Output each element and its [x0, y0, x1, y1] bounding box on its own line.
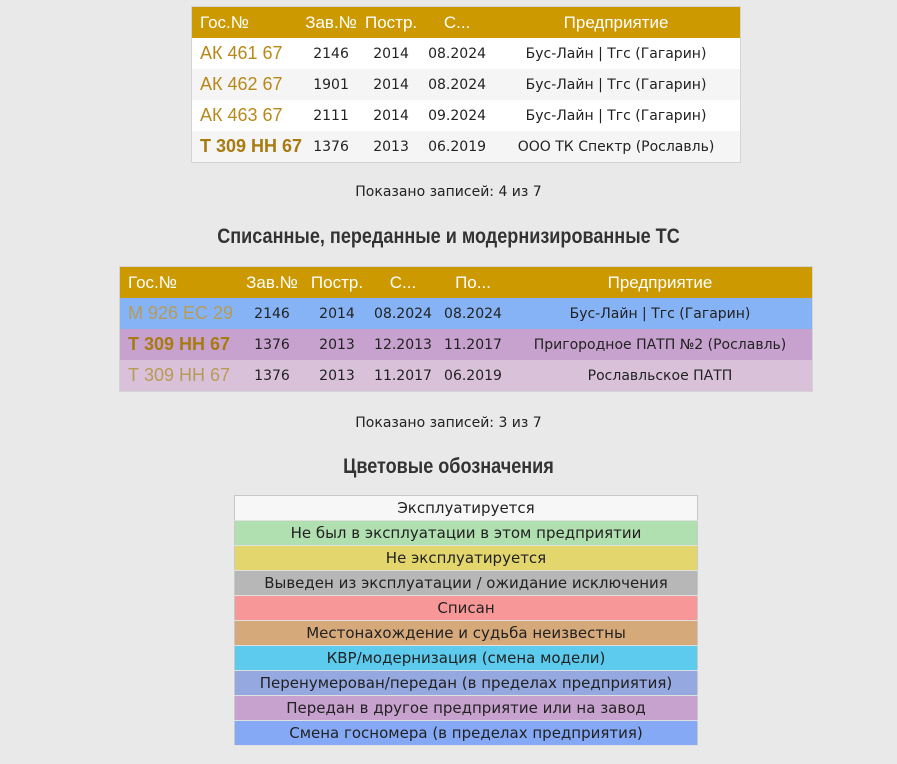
column-header-plate[interactable]: Гос.№	[120, 267, 239, 299]
column-header-company[interactable]: Предприятие	[508, 267, 813, 299]
section-title-retired: Списанные, переданные и модернизированные ТС	[217, 225, 680, 248]
table-row	[192, 38, 741, 69]
legend-item-label: Выведен из эксплуатации / ожидание исключения	[235, 571, 698, 596]
since-date: 08.2024	[428, 45, 487, 62]
factory-number: 1376	[313, 138, 349, 155]
plate-link[interactable]: М 926 ЕС 29	[128, 303, 234, 323]
plate-link[interactable]: Т 309 НН 67	[128, 334, 231, 354]
column-header-until[interactable]: По...	[438, 267, 508, 299]
company-name: Пригородное ПАТП №2 (Рославль)	[533, 336, 787, 353]
factory-number: 2146	[313, 45, 349, 62]
built-year: 2013	[373, 138, 409, 155]
factory-number: 1901	[313, 76, 349, 93]
table-row	[120, 298, 813, 329]
until-date: 06.2019	[444, 367, 502, 384]
legend-item	[235, 696, 698, 721]
since-date: 11.2017	[374, 367, 432, 384]
plate-link[interactable]: АК 462 67	[200, 74, 283, 94]
plate-link[interactable]: АК 463 67	[200, 105, 283, 125]
legend-item-label: Эксплуатируется	[235, 496, 698, 521]
column-header-factory-number[interactable]: Зав.№	[238, 267, 306, 299]
company-name: Бус-Лайн | Тгс (Гагарин)	[525, 76, 707, 93]
legend-title: Цветовые обозначения	[343, 455, 554, 478]
legend-item	[235, 671, 698, 696]
table-row	[120, 329, 813, 360]
column-header-plate[interactable]: Гос.№	[192, 7, 303, 39]
built-year: 2014	[373, 107, 409, 124]
plate-link[interactable]: Т 309 НН 67	[200, 136, 303, 156]
column-header-built[interactable]: Постр.	[360, 7, 422, 39]
factory-number: 2111	[313, 107, 349, 124]
legend-item	[235, 521, 698, 546]
company-name: ООО ТК Спектр (Рославль)	[517, 138, 715, 155]
legend-item	[235, 621, 698, 646]
legend-item	[235, 571, 698, 596]
color-legend	[234, 495, 698, 746]
table-row	[192, 131, 741, 163]
table2-record-count: Показано записей: 3 из 7	[355, 415, 542, 431]
built-year: 2013	[319, 367, 355, 384]
factory-number: 2146	[254, 305, 290, 322]
until-date: 08.2024	[444, 305, 502, 322]
legend-item-label: Списан	[235, 596, 698, 621]
column-header-factory-number[interactable]: Зав.№	[302, 7, 360, 39]
table-row	[192, 69, 741, 100]
legend-item-label: Передан в другое предприятие или на завод	[235, 696, 698, 721]
since-date: 08.2024	[428, 76, 487, 93]
legend-item	[235, 546, 698, 571]
built-year: 2013	[319, 336, 355, 353]
table1-record-count: Показано записей: 4 из 7	[355, 184, 542, 200]
plate-link[interactable]: Т 309 НН 67	[128, 365, 231, 385]
plate-link[interactable]: АК 461 67	[200, 43, 283, 63]
table-header-row	[192, 7, 741, 39]
legend-item	[235, 496, 698, 521]
legend-item	[235, 721, 698, 746]
retired-vehicles-table	[119, 266, 813, 392]
legend-item	[235, 646, 698, 671]
company-name: Бус-Лайн | Тгс (Гагарин)	[525, 45, 707, 62]
factory-number: 1376	[254, 367, 290, 384]
table-header-row	[120, 267, 813, 299]
table-row	[192, 100, 741, 131]
column-header-company[interactable]: Предприятие	[492, 7, 740, 39]
active-vehicles-table	[191, 6, 741, 163]
factory-number: 1376	[254, 336, 290, 353]
table-row	[120, 360, 813, 392]
since-date: 08.2024	[374, 305, 432, 322]
legend-item-label: Смена госномера (в пределах предприятия)	[235, 721, 698, 746]
until-date: 11.2017	[444, 336, 502, 353]
column-header-since[interactable]: С...	[422, 7, 492, 39]
legend-item-label: Не эксплуатируется	[235, 546, 698, 571]
built-year: 2014	[319, 305, 355, 322]
column-header-since[interactable]: С...	[368, 267, 438, 299]
built-year: 2014	[373, 45, 409, 62]
company-name: Бус-Лайн | Тгс (Гагарин)	[525, 107, 707, 124]
legend-item-label: Местонахождение и судьба неизвестны	[235, 621, 698, 646]
legend-item-label: КВР/модернизация (смена модели)	[235, 646, 698, 671]
column-header-built[interactable]: Постр.	[306, 267, 368, 299]
legend-item-label: Перенумерован/передан (в пределах предприятия)	[235, 671, 698, 696]
since-date: 09.2024	[428, 107, 487, 124]
built-year: 2014	[373, 76, 409, 93]
legend-item-label: Не был в эксплуатации в этом предприятии	[235, 521, 698, 546]
since-date: 12.2013	[374, 336, 432, 353]
company-name: Бус-Лайн | Тгс (Гагарин)	[569, 305, 751, 322]
company-name: Рославльское ПАТП	[587, 367, 733, 384]
legend-item	[235, 596, 698, 621]
since-date: 06.2019	[428, 138, 487, 155]
